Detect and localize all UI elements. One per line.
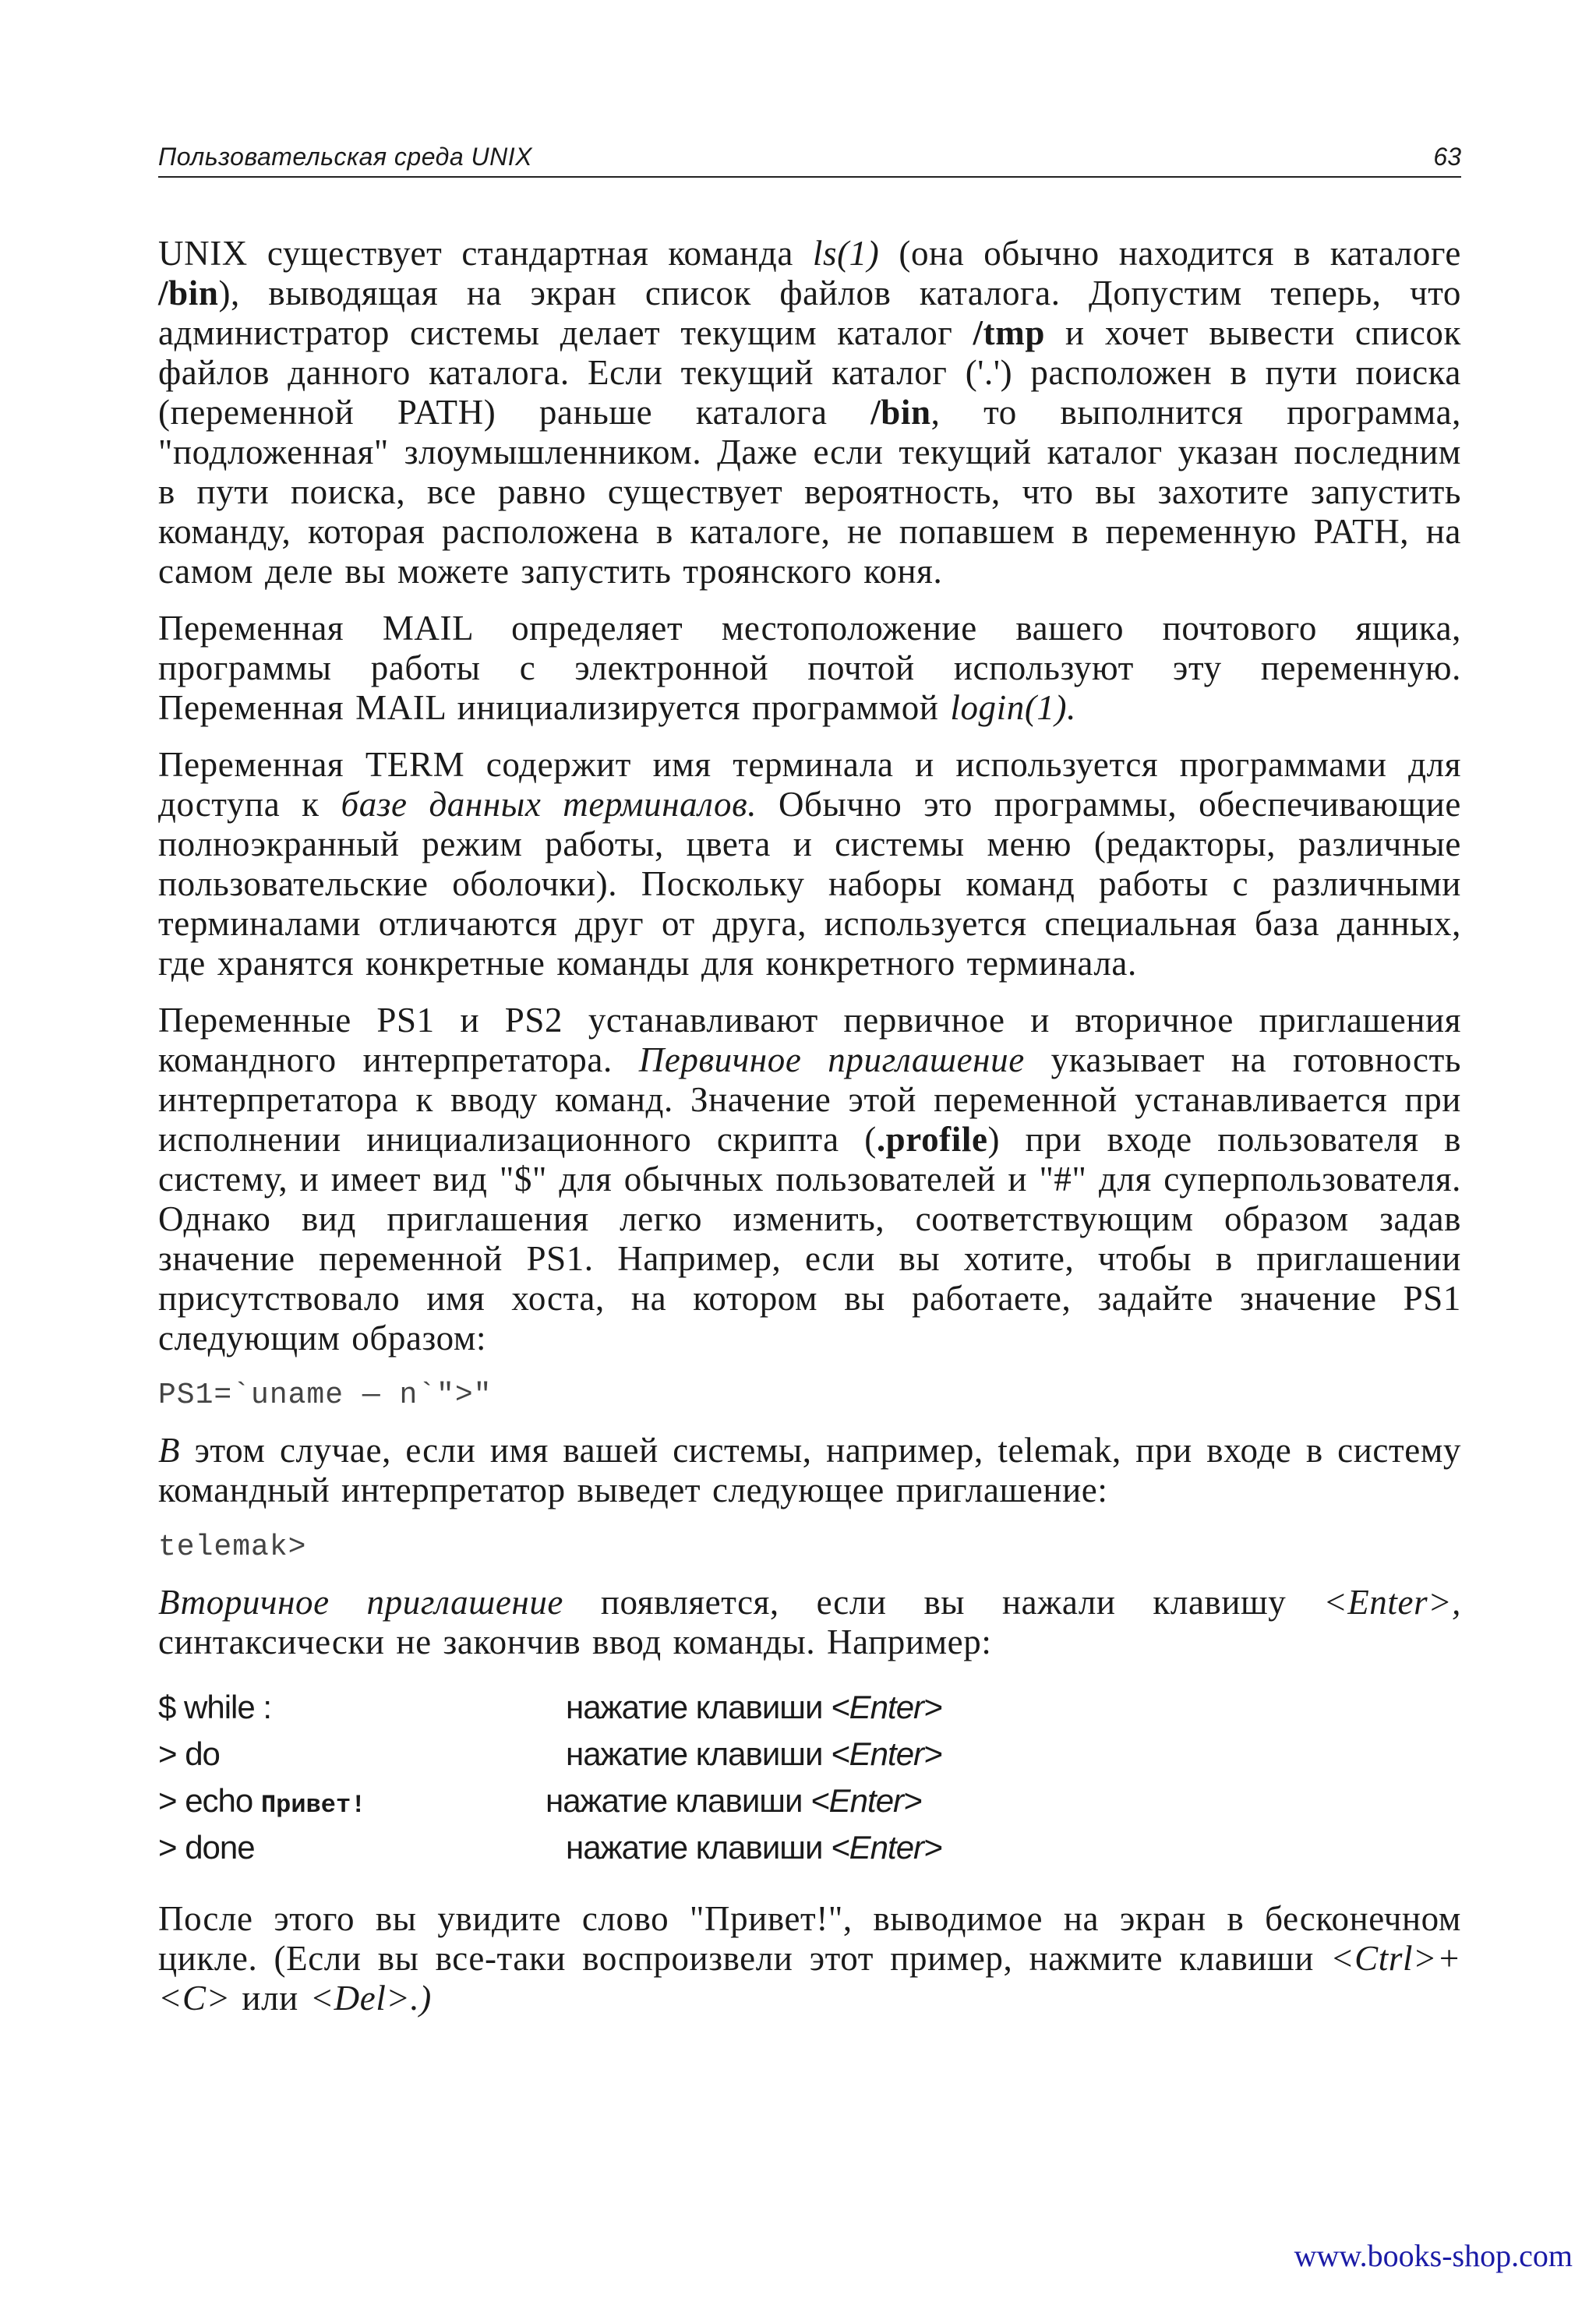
text-run: ) при входе пользователя в систему, и имеет вид "$" для обычных пользователей и "#" для суперпользователя. Однако вид приглашения легко изменить, соответствующим образом задав значение переменной PS1. Например, если вы хотите, чтобы в приглашении присутствовало имя хоста, на котором вы работаете, задайте значение PS1 следующим образом:	[158, 1120, 1461, 1358]
example-note	[566, 1731, 942, 1778]
paragraph-term	[158, 745, 1461, 983]
text-run: > echo	[158, 1782, 261, 1819]
text-run: Переменные PS1 и PS2 устанавливают первичное и вторичное приглашения командного интерпретатора.	[158, 1001, 1461, 1079]
command-ls: ls(1)	[812, 234, 880, 273]
page-number: 63	[1433, 143, 1461, 171]
example-command: > do	[158, 1735, 220, 1772]
paragraph-ps1-ps2	[158, 1001, 1461, 1358]
example-row	[158, 1778, 1461, 1824]
example-note	[566, 1824, 942, 1871]
footer-url: www.books-shop.com	[1294, 2238, 1573, 2273]
example-row	[158, 1824, 1461, 1871]
text-run: или	[230, 1979, 310, 2018]
key-enter: <Enter>	[831, 1689, 942, 1725]
paragraph-infinite-loop	[158, 1899, 1461, 2018]
page-content	[158, 234, 1461, 2035]
key-del: <Del>.)	[309, 1979, 432, 2018]
header-title: Пользовательская среда UNIX	[158, 143, 532, 171]
paragraph-ls-trojan	[158, 234, 1461, 591]
example-note	[546, 1778, 922, 1824]
key-enter: <Enter>	[831, 1735, 942, 1772]
text-run: нажатие клавиши	[566, 1735, 832, 1772]
text-run: После этого вы увидите слово "Привет!", выводимое на экран в бесконечном цикле. (Если вы все-таки воспроизвели этот пример, нажмите клавиши	[158, 1899, 1461, 1978]
text-run: этом случае, если имя вашей системы, например, telemak, при входе в систему командный интерпретатор выведет следующее приглашение:	[158, 1431, 1461, 1509]
example-command	[158, 1778, 365, 1829]
command-login: login(1).	[950, 688, 1076, 727]
text-run: появляется, если вы нажали клавишу	[563, 1583, 1324, 1622]
code-telemak: telemak>	[158, 1531, 307, 1564]
text-run: (она обычно находится в каталоге	[879, 234, 1461, 273]
text-run-italic: В	[158, 1431, 181, 1470]
term-primary-prompt: Первичное приглашение	[638, 1040, 1025, 1079]
key-ctrl-c: <Ctrl>+<C>	[158, 1939, 1461, 2018]
example-note	[566, 1684, 942, 1731]
paragraph-secondary-prompt	[158, 1583, 1461, 1662]
key-enter: <Enter>	[810, 1782, 922, 1819]
text-run: UNIX существует стандартная команда	[158, 234, 813, 273]
path-tmp: /tmp	[973, 313, 1045, 352]
file-profile: .profile	[876, 1120, 988, 1159]
code-ps1: PS1=`uname — n`">"	[158, 1379, 493, 1412]
text-run: Переменная TERM содержит имя терминала и используется программами для доступа к	[158, 745, 1461, 824]
text-run: ), выводящая на экран список файлов каталога. Допустим теперь, что администратор системы делает текущим каталог	[158, 274, 1461, 352]
text-run: синтаксически не закончив ввод команды. Например:	[158, 1622, 992, 1661]
text-run: Обычно это программы, обеспечивающие полноэкранный режим работы, цвета и системы меню (редакторы, различные пользовательские оболочки). Поскольку наборы команд работы с различными терминалами отличаются друг от друга, используется специальная база данных, где хранятся конкретные команды для конкретного терминала.	[158, 785, 1461, 983]
term-secondary-prompt: Вторичное приглашение	[158, 1583, 564, 1622]
text-run: нажатие клавиши	[566, 1829, 832, 1866]
text-run: Переменная MAIL определяет местоположение вашего почтового ящика, программы работы с электронной почтой используют эту переменную. Переменная MAIL инициализируется программой	[158, 609, 1461, 727]
text-run: и хочет вывести список файлов данного каталога. Если текущий каталог ('.') расположен в пути поиска (переменной PATH) раньше каталога	[158, 313, 1461, 432]
while-example	[158, 1684, 1461, 1871]
paragraph-telemak	[158, 1431, 1461, 1510]
example-row	[158, 1731, 1461, 1778]
example-row	[158, 1684, 1461, 1731]
text-run: указывает на готовность интерпретатора к вводу команд. Значение этой переменной устанавливается при исполнении инициализационного скрипта (	[158, 1040, 1461, 1159]
example-command: > done	[158, 1829, 255, 1866]
key-enter: <Enter>	[831, 1829, 942, 1866]
text-run: , то выполнится программа, "подложенная" злоумышленником. Даже если текущий каталог указан последним в пути поиска, все равно существует вероятность, что вы захотите запустить команду, которая расположена в каталоге, не попавшем в переменную PATH, на самом деле вы можете запустить троянского коня.	[158, 393, 1461, 591]
example-command: $ while :	[158, 1689, 272, 1725]
paragraph-mail	[158, 609, 1461, 728]
text-run: нажатие клавиши	[566, 1689, 832, 1725]
echo-argument: Привет!	[260, 1791, 366, 1820]
term-database: базе данных терминалов.	[341, 785, 757, 824]
path-bin-2: /bin	[870, 393, 931, 432]
text-run: нажатие клавиши	[546, 1782, 811, 1819]
key-enter: <Enter>,	[1323, 1583, 1462, 1622]
path-bin: /bin	[158, 274, 219, 312]
running-header	[158, 132, 1461, 178]
